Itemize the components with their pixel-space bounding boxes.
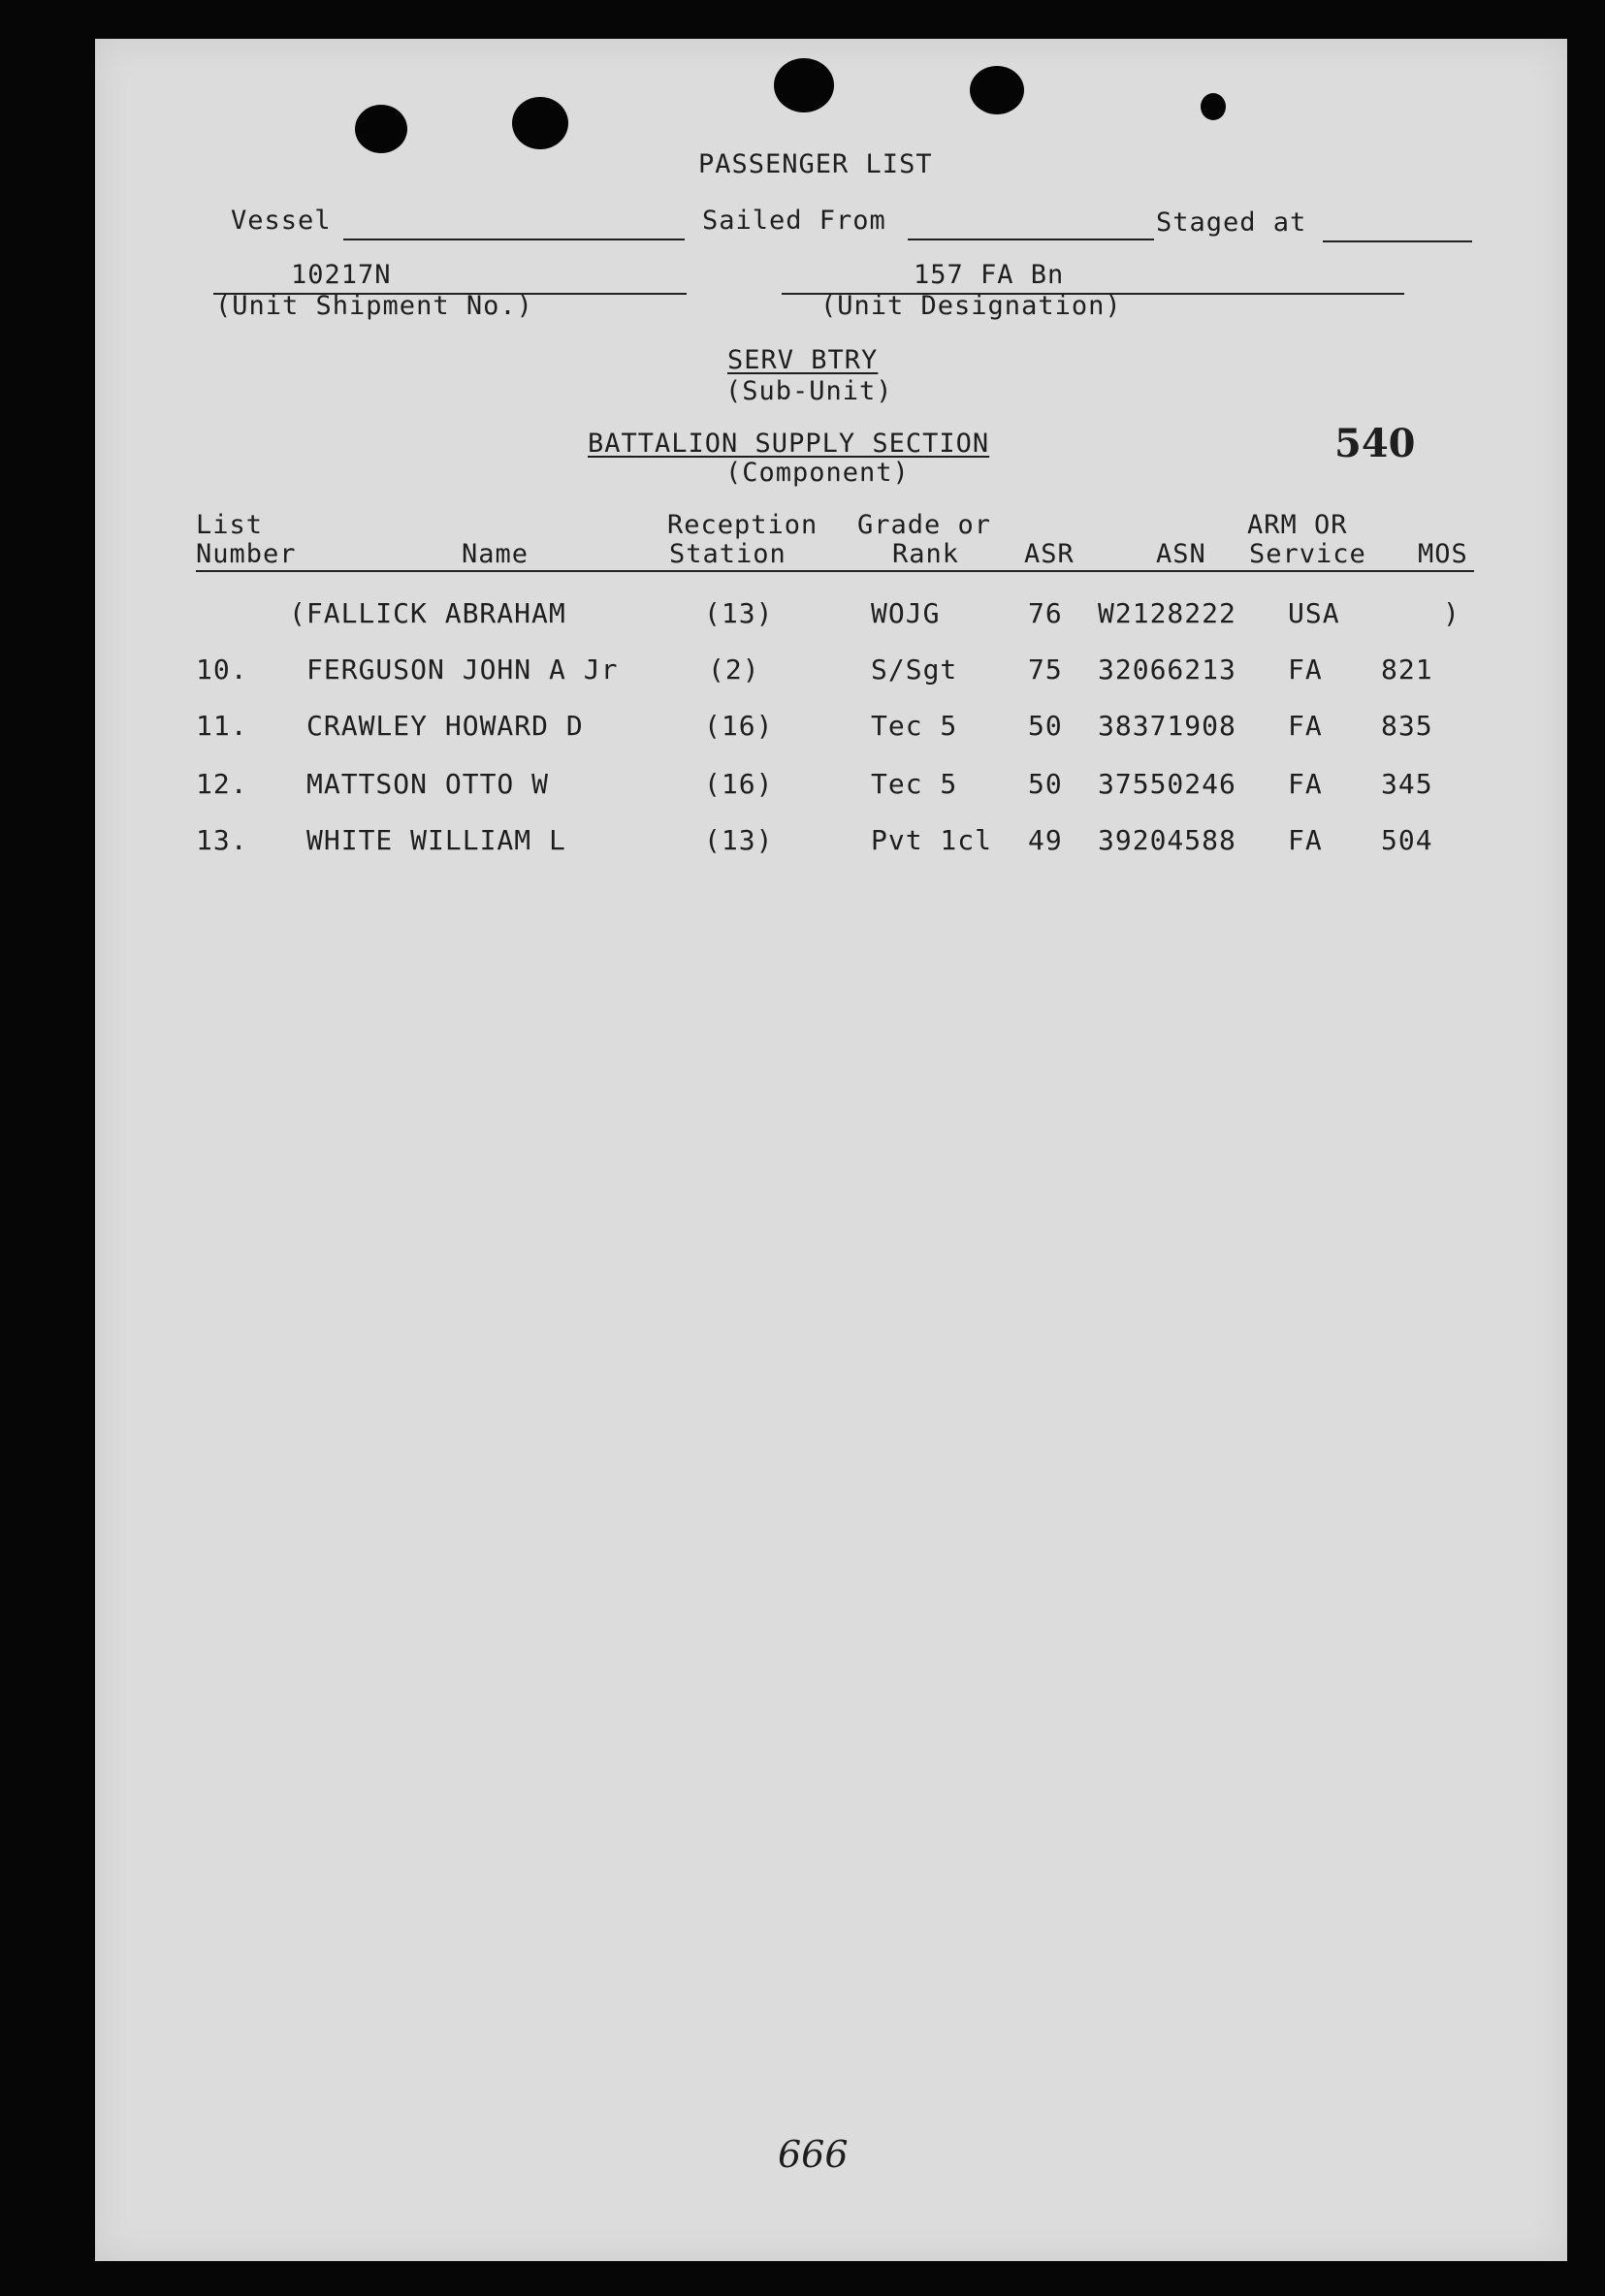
row-asr: 75	[1028, 654, 1063, 686]
unit-designation-value: 157 FA Bn	[914, 260, 1065, 290]
row-station: (16)	[704, 710, 774, 742]
header-arm: ARM OR	[1247, 510, 1348, 540]
row-rank: Tec 5	[871, 710, 958, 742]
row-rank: WOJG	[871, 597, 941, 629]
page-title: PASSENGER LIST	[698, 149, 933, 179]
table-row	[95, 824, 1567, 863]
page-number-stamp: 540	[1334, 421, 1416, 466]
table-row	[95, 710, 1567, 749]
row-mos: 345	[1381, 768, 1433, 800]
row-station: (13)	[704, 597, 774, 629]
row-asn: W2128222	[1098, 597, 1236, 629]
punch-hole	[355, 105, 407, 153]
row-rank: Pvt 1cl	[871, 824, 993, 856]
punch-hole	[774, 58, 834, 112]
row-station: (16)	[704, 768, 774, 800]
row-mos: 821	[1381, 654, 1433, 686]
header-name: Name	[462, 539, 530, 569]
row-asn: 32066213	[1098, 654, 1236, 686]
row-asr: 50	[1028, 710, 1063, 742]
row-asr: 76	[1028, 597, 1063, 629]
unit-designation-caption: (Unit Designation)	[820, 291, 1122, 321]
header-list: List	[196, 510, 264, 540]
row-service: USA	[1288, 597, 1340, 629]
header-rule	[196, 570, 1474, 572]
row-rank: Tec 5	[871, 768, 958, 800]
row-station: (13)	[704, 824, 774, 856]
row-mos: )	[1443, 597, 1461, 629]
row-mos: 504	[1381, 824, 1433, 856]
row-asn: 39204588	[1098, 824, 1236, 856]
row-name: CRAWLEY HOWARD D	[306, 710, 584, 742]
sub-unit-value: SERV BTRY	[727, 345, 879, 375]
row-number: 12.	[196, 768, 248, 800]
header-mos: MOS	[1418, 539, 1468, 569]
row-number: 13.	[196, 824, 248, 856]
vessel-label: Vessel	[231, 206, 332, 236]
row-asn: 38371908	[1098, 710, 1236, 742]
header-asn: ASN	[1156, 539, 1206, 569]
table-row	[95, 768, 1567, 807]
punch-hole	[970, 66, 1024, 114]
table-row	[95, 654, 1567, 692]
document-page	[95, 39, 1567, 2261]
handwritten-footer-number: 666	[778, 2133, 849, 2176]
vessel-blank	[343, 239, 685, 240]
component-caption: (Component)	[725, 458, 910, 488]
header-grade: Grade or	[857, 510, 992, 540]
row-service: FA	[1288, 654, 1323, 686]
header-asr: ASR	[1024, 539, 1075, 569]
unit-shipment-value: 10217N	[291, 260, 392, 290]
sailed-from-blank	[908, 239, 1154, 240]
sub-unit-caption: (Sub-Unit)	[725, 376, 893, 406]
component-value: BATTALION SUPPLY SECTION	[588, 429, 990, 459]
header-station: Station	[669, 539, 786, 569]
row-name: WHITE WILLIAM L	[306, 824, 566, 856]
staged-at-blank	[1323, 240, 1472, 242]
row-mos: 835	[1381, 710, 1433, 742]
row-number: 11.	[196, 710, 248, 742]
header-service: Service	[1249, 539, 1366, 569]
punch-hole	[512, 97, 568, 149]
header-rank: Rank	[892, 539, 960, 569]
staged-at-label: Staged at	[1156, 207, 1307, 238]
row-station: (2)	[708, 654, 760, 686]
header-number: Number	[196, 539, 297, 569]
row-service: FA	[1288, 710, 1323, 742]
row-asr: 50	[1028, 768, 1063, 800]
punch-hole	[1201, 93, 1226, 120]
row-name: (FALLICK ABRAHAM	[289, 597, 566, 629]
header-reception: Reception	[667, 510, 819, 540]
unit-shipment-caption: (Unit Shipment No.)	[215, 291, 533, 321]
row-name: MATTSON OTTO W	[306, 768, 550, 800]
row-asr: 49	[1028, 824, 1063, 856]
row-name: FERGUSON JOHN A Jr	[306, 654, 619, 686]
row-service: FA	[1288, 824, 1323, 856]
row-asn: 37550246	[1098, 768, 1236, 800]
row-service: FA	[1288, 768, 1323, 800]
row-rank: S/Sgt	[871, 654, 958, 686]
row-number: 10.	[196, 654, 248, 686]
table-row	[95, 597, 1567, 636]
sailed-from-label: Sailed From	[702, 206, 886, 236]
